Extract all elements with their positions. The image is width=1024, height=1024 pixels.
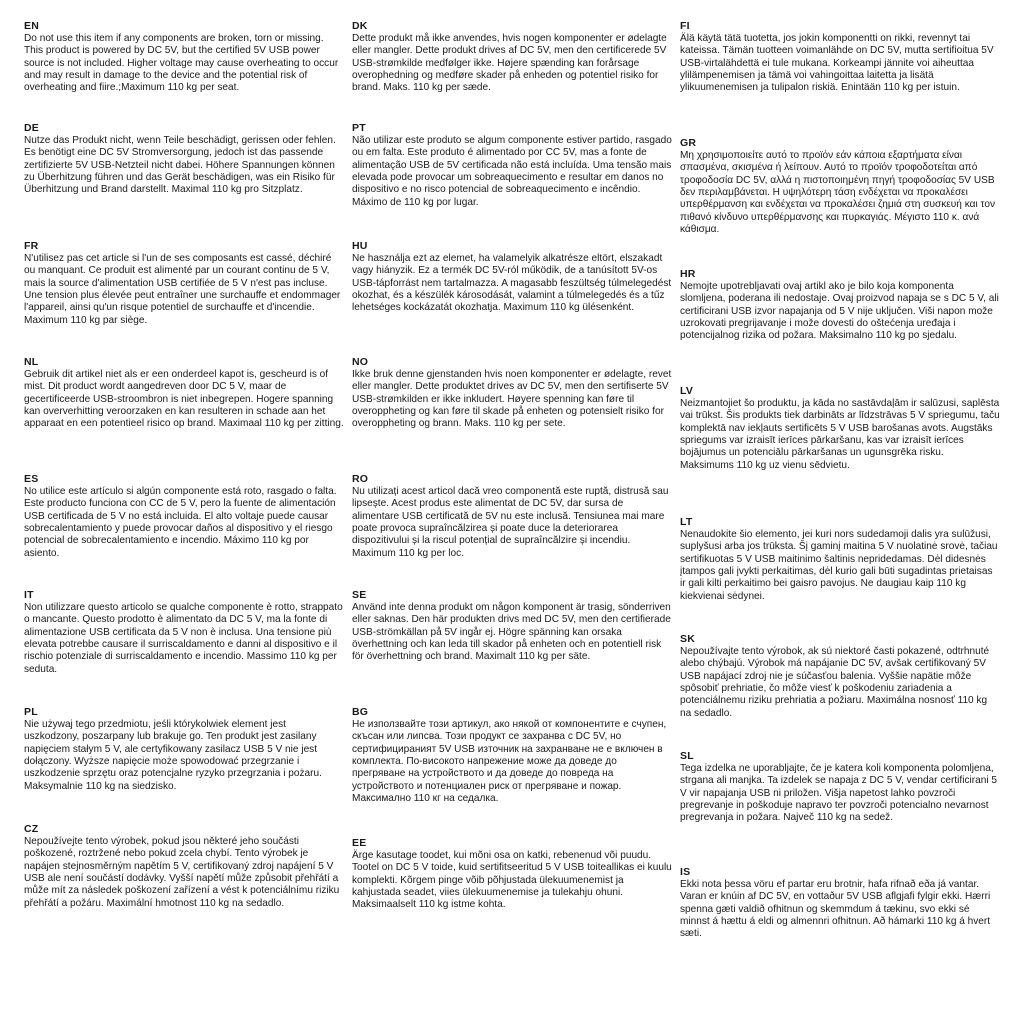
section-hr: [680, 268, 1000, 343]
section-bg: [352, 706, 672, 805]
language-code: EN: [24, 20, 39, 32]
language-code: HU: [352, 240, 368, 252]
section-pt: [352, 122, 672, 209]
section-text: Non utilizzare questo articolo se qualche componente è rotto, strappato o mancante. Questo prodotto è alimentato da DC 5 V, ma la fonte di alimentazione USB certificata da 5 V non è inclusa. Una tensione più elevata potrebbe causare il surriscaldamento e danni al dispositivo e il rischio potenziale di surriscaldamento e incendio. Massimo 110 kg per seduta.: [24, 602, 343, 675]
section-text: Nenaudokite šio elemento, jei kuri nors sudedamoji dalis yra sulūžusi, suplyšusi arba jos trūksta. Šį gaminį maitina 5 V nuolatinė srovė, tačiau sertifikuotas 5 V USB maitinimo šaltinis nepridedamas. Dėl didesnės įtampos gali įvykti perkaitimas, dėl kurio gali būti sugadintas prietaisas ir gali kilti perkaitimo bei gaisro pavojus. Ne daugiau kaip 110 kg kiekvienai sėdynei.: [680, 529, 998, 602]
language-code: DE: [24, 122, 39, 134]
section-text: Не използвайте този артикул, ако някой от компонентите е счупен, скъсан или липсва. Този продукт се захранва с DC 5V, но сертифицираният 5V USB източник на захранване не е включен в комплекта. По-високото напрежение може да доведе до прегряване на устройството и да доведе до повреда на устройството и потенциален риск от прегряване и пожар. Максимално 110 кг на седалка.: [352, 719, 667, 805]
section-nl: [24, 356, 344, 431]
section-text: Neizmantojiet šo produktu, ja kāda no sastāvdaļām ir salūzusi, saplēsta vai trūkst. Šis produkts tiek darbināts ar līdzstrāvas 5 V spriegumu, taču komplektā nav iekļauts sertificēts 5 V USB barošanas avots. Augstāks spriegums var izraisīt ierīces pārkaršanu, kas var izraisīt ierīces bojājumus un potenciālu pārkaršanas un ugunsgrēka risku. Maksimums 110 kg uz vienu sēdvietu.: [680, 398, 1000, 471]
section-it: [24, 589, 344, 676]
section-fi: [680, 20, 1000, 95]
section-text: Gebruik dit artikel niet als er een onderdeel kapot is, gescheurd is of mist. Dit product wordt aangedreven door DC 5 V, maar de gecertificeerde USB-stroombron is niet inbegrepen. Hogere spanning kan oververhitting veroorzaken en kan resulteren in schade aan het apparaat en een potentieel risico op brand. Maximaal 110 kg per zitting.: [24, 369, 344, 430]
section-en: [24, 20, 344, 95]
section-text: N'utilisez pas cet article si l'un de ses composants est cassé, déchiré ou manquant. Ce produit est alimenté par un courant continu de 5 V, mais la source d'alimentation USB certifiée de 5 V n'est pas incluse. Une tension plus élevée peut entraîner une surchauffe et endommager l'appareil, ainsi qu'un risque potentiel de surchauffe et d'incendie. Maximum 110 kg par siège.: [24, 253, 341, 326]
section-text: Tega izdelka ne uporabljajte, če je katera koli komponenta polomljena, strgana ali manjka. Ta izdelek se napaja z DC 5 V, vendar certificirani 5 V vir napajanja USB ni priložen. Višja napetost lahko povzroči pregrevanje in poškoduje napravo ter povzroči potencialno nevarnost pregrevanja in požara. Največ 110 kg na sedež.: [680, 763, 997, 824]
language-code: FR: [24, 240, 39, 252]
language-code: PL: [24, 706, 38, 718]
section-text: Μη χρησιμοποιείτε αυτό το προϊόν εάν κάποια εξαρτήματα είναι σπασμένα, σκισμένα ή λείπουν. Αυτό το προϊόν τροφοδοτείται από τροφοδοσία DC 5V, αλλά η πιστοποιημένη πηγή τροφοδοσίας 5V USB δεν περιλαμβάνεται. Η υψηλότερη τάση ενδέχεται να προκαλέσει υπερθέρμανση και ενδέχεται να προκαλέσει ζημιά στη συσκευή και τον πιθανό κίνδυνο υπερθέρμανσης και πυρκαγιάς. Μέγιστο 110 κ. ανά κάθισμα.: [680, 150, 996, 236]
section-text: Ne használja ezt az elemet, ha valamelyik alkatrésze eltört, elszakadt vagy hiányzik. Ez a termék DC 5V-ról működik, de a tanúsított 5V-os USB-tápforrást nem tartalmazza. A magasabb feszültség túlmelegedést okozhat, és a készülék károsodását, valamint a túlmelegedés és a tűz lehetséges kockázatát okozhatja. Maximum 110 kg ülésenként.: [352, 253, 672, 314]
language-code: NL: [24, 356, 39, 368]
section-text: Nepoužívejte tento výrobek, pokud jsou některé jeho součásti poškozené, roztržené nebo pokud zcela chybí. Tento výrobek je napájen stejnosměrným napětím 5 V, certifikovaný zdroj napájení 5 V USB ale není součástí dodávky. Vyšší napětí může způsobit přehřátí a může mít za následek poškození zařízení a vést k potenciálnímu riziku přehřátí a požáru. Maximální hmotnost 110 kg na sedadlo.: [24, 836, 340, 909]
section-ee: [352, 837, 672, 912]
section-se: [352, 589, 672, 664]
language-code: IS: [680, 866, 691, 878]
section-no: [352, 356, 672, 431]
section-text: Nie używaj tego przedmiotu, jeśli którykolwiek element jest uszkodzony, poszarpany lub brakuje go. Ten produkt jest zasilany napięciem stałym 5 V, ale certyfikowany zasilacz USB 5 V nie jest dołączony. Wyższe napięcie może spowodować przegrzanie i uszkodzenie sprzętu oraz potencjalne ryzyko przegrzania i pożaru. Maksymalnie 110 kg na siedzisko.: [24, 719, 322, 792]
language-code: GR: [680, 137, 697, 149]
section-sk: [680, 633, 1000, 720]
section-text: Ikke bruk denne gjenstanden hvis noen komponenter er ødelagte, revet eller mangler. Dette produktet drives av DC 5V, men den sertifiserte 5V USB-strømkilden er ikke inkludert. Høyere spenning kan føre til overoppheting og kan føre til skade på enheten og potensielt risiko for overoppheting og brann. Maks. 110 kg per sete.: [352, 369, 672, 430]
section-text: Nemojte upotrebljavati ovaj artikl ako je bilo koja komponenta slomljena, poderana ili nedostaje. Ovaj proizvod napaja se s DC 5 V, ali certificirani USB izvor napajanja od 5 V nije uključen. Viši napon može uzrokovati pregrijavanje i može dovesti do oštećenja uređaja i potencijalnog rizika od požara. Maksimalno 110 kg po sjedalu.: [680, 281, 999, 342]
language-code: HR: [680, 268, 696, 280]
language-code: FI: [680, 20, 690, 32]
section-gr: [680, 137, 1000, 236]
language-code: BG: [352, 706, 369, 718]
section-text: Não utilizar este produto se algum componente estiver partido, rasgado ou em falta. Este produto é alimentado por CC 5V, mas a fonte de alimentação USB de 5V certificada não está incluída. Uma tensão mais elevada pode provocar um sobreaquecimento e resultar em danos no dispositivo e no risco potencial de sobreaquecimento e incêndio. Máximo de 110 kg por lugar.: [352, 135, 672, 208]
section-sl: [680, 750, 1000, 825]
section-lt: [680, 516, 1000, 603]
language-code: LV: [680, 385, 694, 397]
section-is: [680, 866, 1000, 941]
language-code: SL: [680, 750, 694, 762]
language-code: PT: [352, 122, 366, 134]
section-pl: [24, 706, 344, 793]
section-text: Do not use this item if any components are broken, torn or missing. This product is powered by DC 5V, but the certified 5V USB power source is not included. Higher voltage may cause overheating to occur and may result in damage to the device and the potential risk of overheating and fiire.;Maximum 110 kg per seat.: [24, 33, 339, 94]
section-text: No utilice este artículo si algún componente está roto, rasgado o falta. Este producto funciona con CC de 5 V, pero la fuente de alimentación USB certificada de 5 V no está incluida. El alto voltaje puede causar sobrecalentamiento y puede provocar daños al dispositivo y el riesgo potencial de sobrecalentamiento e incendio. Máximo 110 kg por asiento.: [24, 486, 337, 559]
section-text: Dette produkt må ikke anvendes, hvis nogen komponenter er ødelagte eller mangler. Dette produkt drives af DC 5V, men den certificerede 5V USB-strømkilde medfølger ikke. Højere spænding kan forårsage overophedning og medføre skader på enheden og potentiel risiko for brand. Maks. 110 kg per sæde.: [352, 33, 667, 94]
section-text: Ekki nota þessa vöru ef partar eru brotnir, hafa rifnað eða já vantar. Varan er knúin af DC 5V, en vottaður 5V USB aflgjafi fylgir ekki. Hærri spenna gæti valdið ofhitnun og skemmdum á tækinu, svo ekki sé minnst á hættu á eldi og almennri ofhitnun. Að hámarki 110 kg á hvert sæti.: [680, 879, 991, 940]
language-code: NO: [352, 356, 369, 368]
section-text: Använd inte denna produkt om någon komponent är trasig, sönderriven eller saknas. Den här produkten drivs med DC 5V, men den certifierade USB-strömkällan på 5V ingår ej. Högre spänning kan orsaka överhettning och kan leda till skador på enheten och en potentiell risk för överhettning och brand. Maximalt 110 kg per säte.: [352, 602, 671, 663]
section-ro: [352, 473, 672, 560]
section-text: Nutze das Produkt nicht, wenn Teile beschädigt, gerissen oder fehlen. Es benötigt eine DC 5V Stromversorgung, jedoch ist das passende zertifizierte 5V USB-Netzteil nicht dabei. Höhere Spannungen können zu Überhitzung führen und das Gerät beschädigen, was ein Risiko für Überhitzung und Brand darstellt. Maximal 110 kg pro Sitzplatz.: [24, 135, 336, 196]
section-fr: [24, 240, 344, 327]
section-text: Ärge kasutage toodet, kui mõni osa on katki, rebenenud või puudu. Tootel on DC 5 V toide, kuid sertifitseeritud 5 V USB toiteallikas ei kuulu komplekti. Kõrgem pinge võib põhjustada ülekuumenemist ja kahjustada seadet, viies ülekuumenemise ja tulekahju ohuni. Maksimaalselt 110 kg istme kohta.: [352, 850, 672, 911]
section-hu: [352, 240, 672, 315]
section-text: Älä käytä tätä tuotetta, jos jokin komponentti on rikki, revennyt tai kateissa. Tämän tuotteen voimanlähde on DC 5V, mutta sertifioitua 5V USB-virtalähdettä ei tule mukana. Korkeampi jännite voi aiheuttaa ylilämpenemisen ja tämä voi vahingoittaa laitetta ja lisätä ylikuumenemisen ja tulipalon riskiä. Enintään 110 kg per istuin.: [680, 33, 994, 94]
language-code: SK: [680, 633, 695, 645]
language-code: EE: [352, 837, 367, 849]
language-code: CZ: [24, 823, 39, 835]
language-code: ES: [24, 473, 39, 485]
section-text: Nepoužívajte tento výrobok, ak sú niektoré časti pokazené, odtrhnuté alebo chýbajú. Výrobok má napájanie DC 5V, avšak certifikovaný 5V USB napájací zdroj nie je súčasťou balenia. Vyššie napätie môže spôsobiť prehriatie, čo môže viesť k poškodeniu zariadenia a potenciálnemu riziku prehriatia a požiaru. Maximálna nosnosť 110 kg na sedadlo.: [680, 646, 990, 719]
section-de: [24, 122, 344, 197]
section-cz: [24, 823, 344, 910]
language-code: RO: [352, 473, 369, 485]
section-dk: [352, 20, 672, 95]
language-code: SE: [352, 589, 367, 601]
language-code: DK: [352, 20, 368, 32]
language-code: LT: [680, 516, 693, 528]
language-code: IT: [24, 589, 34, 601]
section-text: Nu utilizați acest articol dacă vreo componentă este ruptă, distrusă sau lipsește. Acest produs este alimentat de DC 5V, dar sursa de alimentare USB certificată de 5V nu este inclusă. Tensiunea mai mare poate provoca supraîncălzirea și poate duce la deteriorarea dispozitivului și la riscul potențial de supraîncălzire și incendiu. Maximum 110 kg per loc.: [352, 486, 669, 559]
section-lv: [680, 385, 1000, 472]
section-es: [24, 473, 344, 560]
